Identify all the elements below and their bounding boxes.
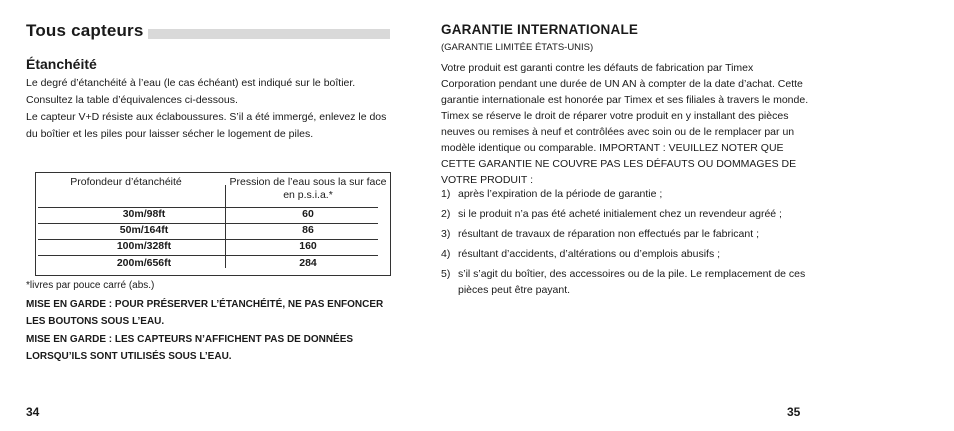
table-cell-pressure: 160	[299, 240, 317, 252]
table-cell-pressure: 284	[299, 257, 317, 269]
table-cell-depth: 50m/164ft	[119, 224, 169, 236]
list-item-text: résultant de travaux de réparation non effectués par le fabricant ;	[458, 228, 759, 240]
list-item-number: 3)	[441, 228, 451, 240]
table-cell-pressure: 86	[302, 224, 314, 236]
table-cell-depth: 200m/656ft	[116, 257, 172, 269]
list-item-number: 2)	[441, 208, 451, 220]
table-cell-pressure: 60	[302, 208, 314, 220]
table-cell-depth: 100m/328ft	[116, 240, 172, 252]
warranty-paragraph: Votre produit est garanti contre les défauts de fabrication par Timex Corporation pendant une durée de UN AN à compter de la date d’achat. Cette garantie internationale est honorée par Timex et ses filiales à travers le monde. Timex se réserve le droit de réparer votre produit en y installant des pièces neuves ou remises à neuf et contrôlées avec soin ou de le remplacer par un modèle identique ou comparable. IMPORTANT : VEUILLEZ NOTER QUE CETTE GARANTIE NE COUVRE PAS LES DÉFAUTS OU DOMMAGES DE VOTRE PRODUIT :	[441, 62, 809, 186]
section-title: Tous capteurs	[26, 21, 148, 41]
table-footnote: *livres par pouce carré (abs.)	[26, 280, 155, 291]
warranty-subtitle: (GARANTIE LIMITÉE ÉTATS-UNIS)	[441, 42, 594, 53]
list-item-number: 4)	[441, 248, 451, 260]
table-row	[38, 257, 388, 274]
warranty-title: GARANTIE INTERNATIONALE	[441, 22, 639, 37]
water-resistance-table	[35, 172, 391, 276]
section-header	[26, 23, 390, 39]
list-item-text: après l’expiration de la période de garantie ;	[458, 188, 663, 200]
list-item-text: s’il s’agit du boîtier, des accessoires ou de la pile. Le remplacement de ces pièces peut être payant.	[458, 268, 806, 296]
warning-sensors: MISE EN GARDE : LES CAPTEURS N’AFFICHENT PAS DE DONNÉES LORSQU’ILS SONT UTILISÉS SOUS L’EAU.	[26, 334, 354, 362]
table-header-pressure: Pression de l’eau sous la sur face en p.s.i.a.*	[229, 176, 387, 201]
list-item-text: si le produit n’a pas été acheté initialement chez un revendeur agréé ;	[458, 208, 782, 220]
water-resistance-paragraph: Le degré d’étanchéité à l’eau (le cas échéant) est indiqué sur le boîtier. Consultez la table d’équivalences ci-dessous.	[26, 77, 356, 106]
right-page	[441, 0, 811, 431]
page-number: 35	[787, 405, 801, 419]
list-item-text: résultant d’accidents, d’altérations ou d’emplois abusifs ;	[458, 248, 721, 260]
sensor-splash-paragraph: Le capteur V+D résiste aux éclaboussures. S’il a été immergé, enlevez le dos du boîtier et les piles pour laisser sécher le logement de piles.	[26, 111, 387, 140]
left-page	[26, 0, 390, 431]
table-divider	[38, 255, 378, 256]
page-number: 34	[26, 405, 40, 419]
list-item-number: 5)	[441, 268, 451, 280]
list-item-number: 1)	[441, 188, 451, 200]
water-resistance-heading: Étanchéité	[26, 56, 97, 72]
table-cell-depth: 30m/98ft	[122, 208, 166, 220]
warning-buttons: MISE EN GARDE : POUR PRÉSERVER L’ÉTANCHÉITÉ, NE PAS ENFONCER LES BOUTONS SOUS L’EAU.	[26, 299, 384, 327]
table-header-depth: Profondeur d’étanchéité	[70, 176, 182, 188]
